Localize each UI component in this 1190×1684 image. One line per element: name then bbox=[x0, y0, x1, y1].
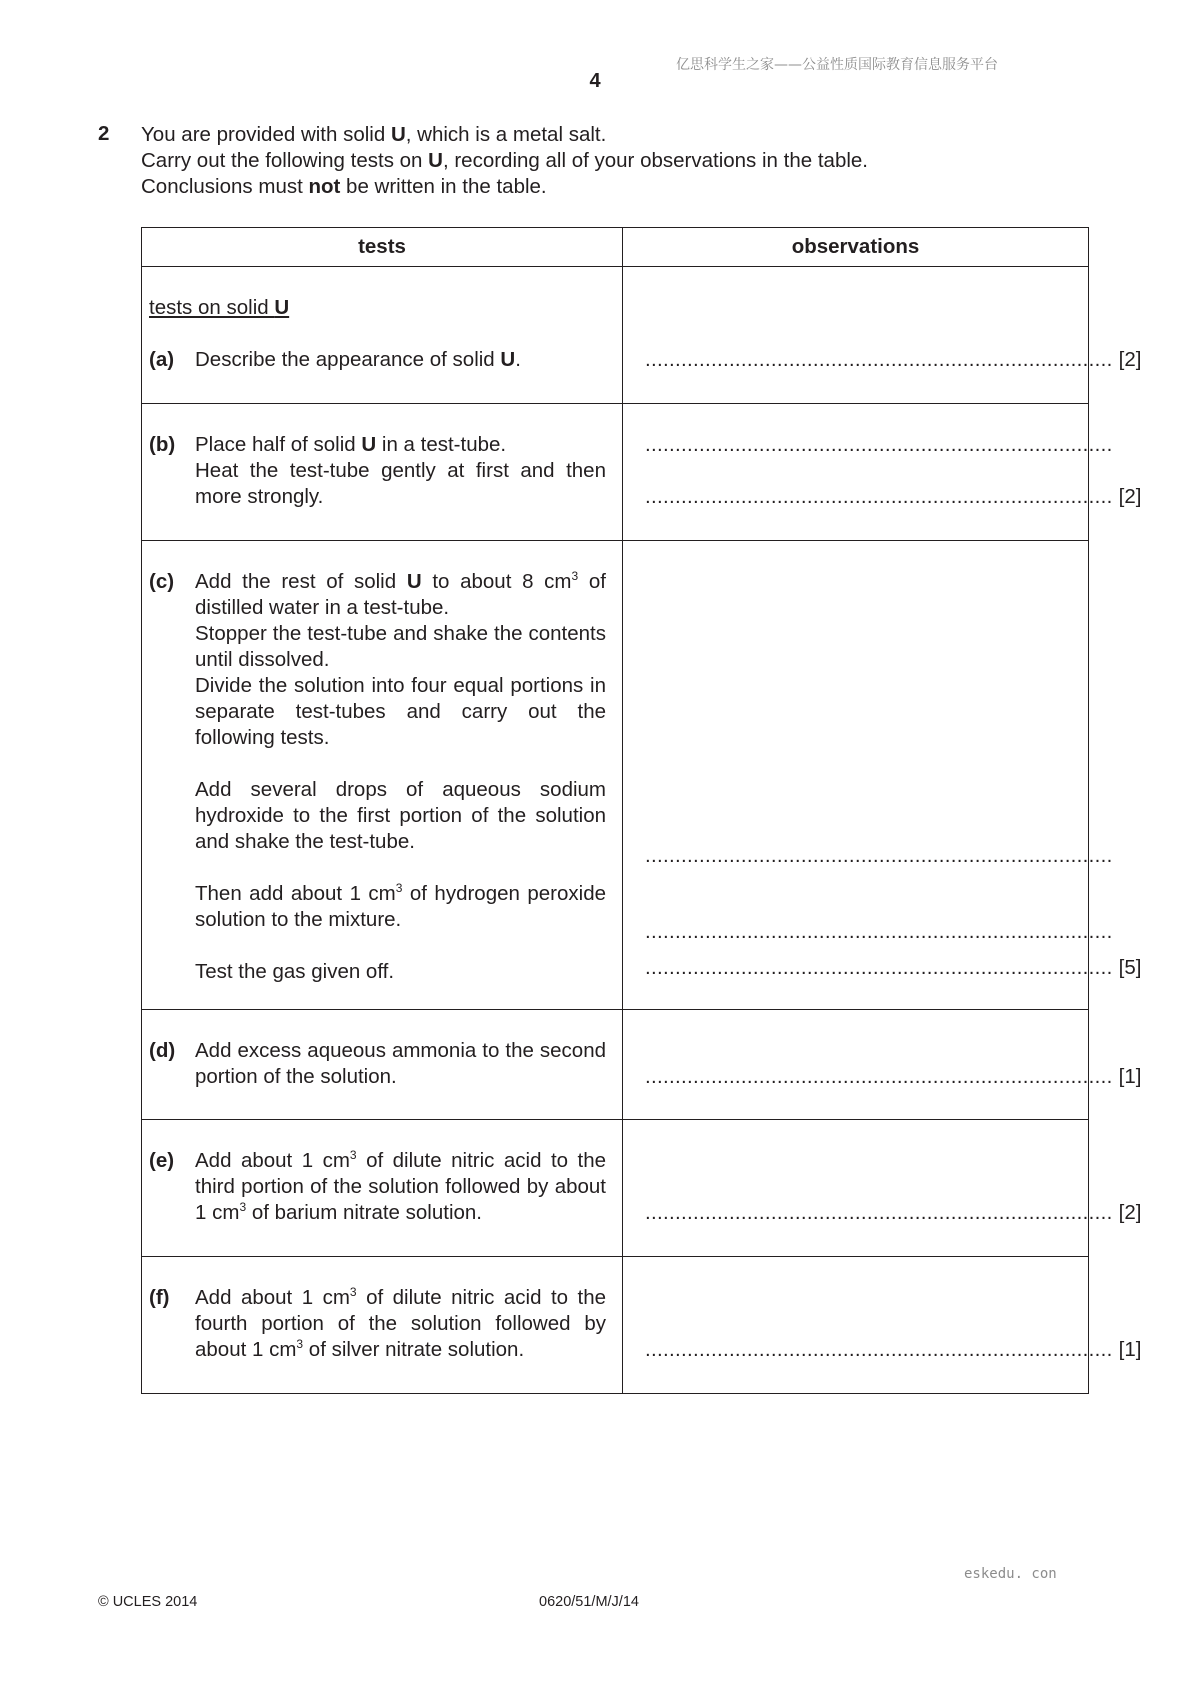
mark-f: [1] bbox=[1118, 1338, 1142, 1361]
item-label-b: (b) bbox=[149, 433, 176, 456]
test-cell-a bbox=[142, 267, 623, 404]
tests-observations-table bbox=[141, 227, 1142, 1394]
test-cell-f bbox=[142, 1257, 623, 1394]
item-label-a: (a) bbox=[149, 348, 175, 371]
test-item-f bbox=[142, 1285, 622, 1363]
page-number: 4 bbox=[589, 70, 601, 92]
table-row-e bbox=[142, 1120, 1089, 1257]
table-row-c bbox=[142, 541, 1089, 1010]
test-item-a bbox=[142, 347, 622, 373]
item-label-c: (c) bbox=[149, 570, 175, 593]
item-text-b: Place half of solid U in a test-tube. Heat the test-tube gently at first and then more strongly. bbox=[195, 433, 606, 508]
watermark-footer: eskedu. con bbox=[964, 1566, 1057, 1582]
item-label-e: (e) bbox=[149, 1149, 175, 1172]
mark-b: [2] bbox=[1118, 485, 1142, 508]
item-label-d: (d) bbox=[149, 1039, 176, 1062]
table-row-f bbox=[142, 1257, 1089, 1394]
item-text-e: Add about 1 $cm^3$ of dilute nitric acid to the third portion of the solution followed by about 1 $cm^3$ of barium nitrate solution. bbox=[195, 1148, 607, 1224]
intro-line-3: Conclusions must not be written in the table. bbox=[141, 175, 547, 198]
observation-cell-f bbox=[623, 1257, 1142, 1394]
section-heading: tests on solid U bbox=[149, 296, 290, 319]
table-row-d bbox=[142, 1010, 1089, 1120]
answer-line-e[interactable]: .............................................................................. [2] bbox=[645, 1201, 1142, 1224]
test-item-d bbox=[142, 1038, 622, 1090]
intro-line-1: You are provided with solid U, which is a metal salt. bbox=[141, 123, 607, 146]
observation-cell-e bbox=[623, 1120, 1142, 1257]
watermark-header: 亿思科学生之家——公益性质国际教育信息服务平台 bbox=[676, 57, 998, 73]
observation-cell-d bbox=[623, 1010, 1142, 1120]
intro-line-2: Carry out the following tests on U, recording all of your observations in the table. bbox=[141, 149, 868, 172]
answer-line-c-2[interactable]: .............................................................................. bbox=[645, 920, 1113, 943]
paper-code: 0620/51/M/J/14 bbox=[539, 1594, 639, 1610]
answer-line-a[interactable]: .............................................................................. [2] bbox=[645, 348, 1142, 371]
test-cell-d bbox=[142, 1010, 623, 1120]
test-cell-c bbox=[142, 541, 623, 1010]
mark-e: [2] bbox=[1118, 1201, 1142, 1224]
item-text-a: Describe the appearance of solid U. bbox=[195, 348, 521, 371]
answer-line-b-2[interactable]: .............................................................................. [2] bbox=[645, 485, 1142, 508]
table-header-row bbox=[142, 228, 1089, 267]
mark-a: [2] bbox=[1118, 348, 1142, 371]
table-row-b bbox=[142, 404, 1089, 541]
item-text-c: Add the rest of solid U to about 8 $cm^3$ of distilled water in a test-tube. Stopper the test-tube and shake the contents until dissolved. Divide the solution into four equal portions in separate test-tubes and carry out the following tests. Add several drops of aqueous sodium hydroxide to the first portion of the solution and shake the test-tube. Then add about 1 $cm^3$ of hydrogen peroxide solution to the mixture. Test the gas given off. bbox=[195, 569, 606, 983]
column-header-observations: observations bbox=[623, 228, 1089, 267]
question-number: 2 bbox=[98, 122, 110, 145]
column-header-tests: tests bbox=[142, 228, 623, 267]
test-cell-e bbox=[142, 1120, 623, 1257]
mark-d: [1] bbox=[1118, 1065, 1142, 1088]
answer-line-b-1[interactable]: .............................................................................. bbox=[645, 433, 1113, 456]
table-row-a bbox=[142, 267, 1089, 404]
test-item-e bbox=[142, 1148, 622, 1226]
copyright: © UCLES 2014 bbox=[98, 1594, 198, 1610]
test-cell-b bbox=[142, 404, 623, 541]
answer-line-f[interactable]: .............................................................................. [1] bbox=[645, 1338, 1142, 1361]
answer-line-d[interactable]: .............................................................................. [1] bbox=[645, 1065, 1142, 1088]
question-intro bbox=[141, 122, 868, 200]
mark-c: [5] bbox=[1118, 956, 1142, 979]
item-text-f: Add about 1 $cm^3$ of dilute nitric acid to the fourth portion of the solution followed by about 1 $cm^3$ of silver nitrate solution. bbox=[195, 1285, 607, 1361]
observation-cell-c bbox=[623, 541, 1142, 1010]
answer-line-c-1[interactable]: .............................................................................. bbox=[645, 844, 1113, 867]
observation-cell-a bbox=[623, 267, 1142, 404]
observation-cell-b bbox=[623, 404, 1142, 541]
test-item-b bbox=[142, 432, 622, 510]
item-label-f: (f) bbox=[149, 1286, 170, 1309]
answer-line-c-3[interactable]: .............................................................................. [5] bbox=[645, 956, 1142, 979]
item-text-d: Add excess aqueous ammonia to the second portion of the solution. bbox=[195, 1039, 606, 1088]
test-item-c bbox=[142, 569, 622, 985]
